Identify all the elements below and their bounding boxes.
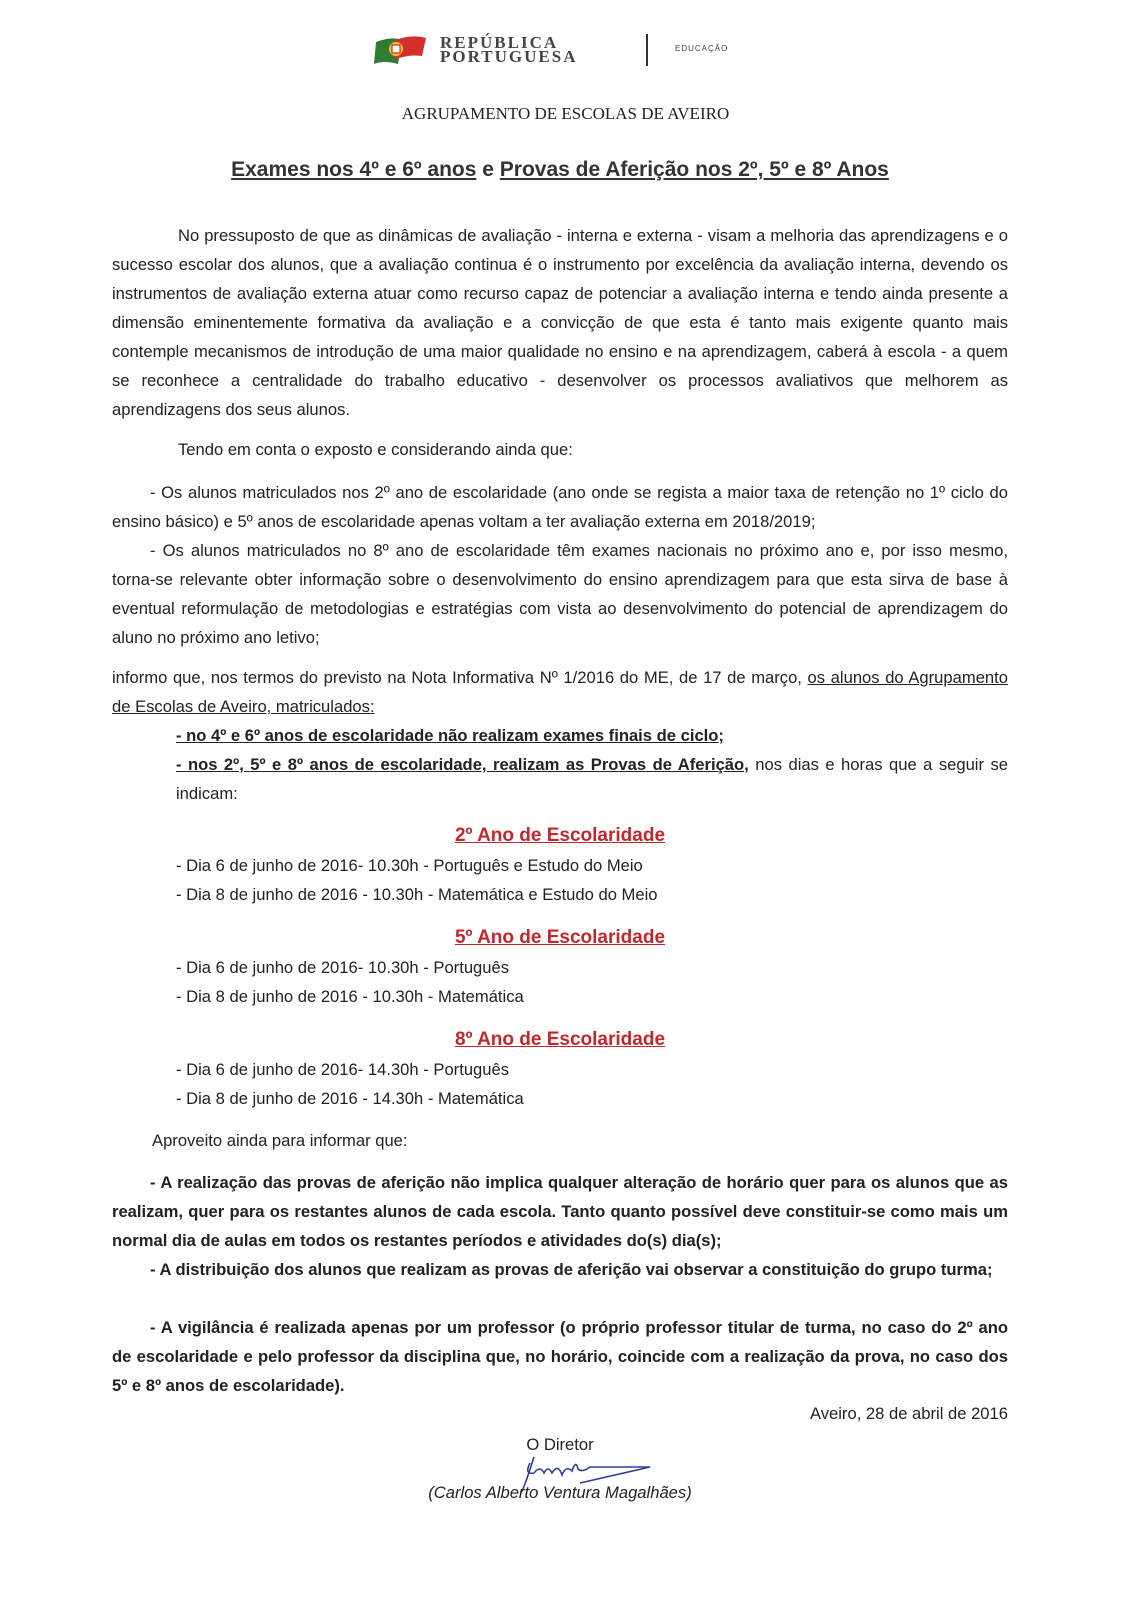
paragraph-point-2: - Os alunos matriculados no 8º ano de escolaridade têm exames nacionais no próximo ano e, por isso mesmo, torna-se relevante obter informação sobre o desenvolvimento do ensino aprendizagem para que esta sirva de base à eventual reformulação de metodologias e estratégias com vista ao desenvolvimento do potencial de aprendizagem do aluno no próximo ano letivo;: [112, 541, 1008, 647]
paragraph-intro: No pressuposto de que as dinâmicas de avaliação - interna e externa - visam a melhoria das aprendizagens e o sucesso escolar dos alunos, que a avaliação continua é o instrumento por excelência da avaliação interna, devendo os instrumentos de avaliação externa atuar como recurso capaz de potenciar a avaliação interna e tendo ainda presente a dimensão eminentemente formativa da avaliação e a convicção de que esta é tanto mais exigente quanto mais contemple mecanismos de introdução de uma maior qualidade no ensino e na aprendizagem, caberá à escola - a quem se reconhece a centralidade do trabalho educativo - desenvolver os processos avaliativos que melhorem as aprendizagens dos seus alunos.: [112, 226, 1008, 419]
schedule-item: - Dia 6 de junho de 2016- 10.30h - Português: [176, 958, 510, 977]
inform-underlined: os alunos do Agrupamento de Escolas de Aveiro, matriculados:: [112, 668, 1008, 716]
schedule-item: - Dia 6 de junho de 2016- 10.30h - Português e Estudo do Meio: [176, 856, 643, 875]
title-part-2: Provas de Aferição nos 2º, 5º e 8º Anos: [499, 158, 889, 181]
heading-text: 5º Ano de Escolaridade: [454, 927, 666, 948]
header-divider: [646, 34, 648, 66]
schedule-8ano: [176, 1055, 524, 1113]
schedule-item: - Dia 8 de junho de 2016 - 10.30h - Matemática: [176, 987, 524, 1006]
section-heading-8ano: [112, 1025, 1008, 1054]
section-heading-2ano: [112, 821, 1008, 850]
schedule-item: - Dia 8 de junho de 2016 - 14.30h - Matemática: [176, 1089, 524, 1108]
schedule-2ano: [176, 851, 658, 909]
document-title: [0, 158, 1120, 182]
heading-text: 2º Ano de Escolaridade: [454, 825, 666, 846]
logo-text-1: REPÚBLICA: [440, 33, 559, 52]
signoff-role: O Diretor: [526, 1435, 594, 1454]
paragraph-considering: Tendo em conta o exposto e considerando ainda que:: [178, 440, 573, 459]
paragraph-further: Aproveito ainda para informar que:: [152, 1131, 408, 1150]
title-part-1: Exames nos 4º e 6º anos: [231, 158, 477, 181]
note-2: - A distribuição dos alunos que realizam as provas de aferição vai observar a constituição do grupo turma;: [150, 1260, 993, 1279]
paragraph-inform: [112, 663, 1008, 721]
republica-portuguesa-logo: [440, 33, 578, 66]
bullet-2-text: nos dias e horas que a seguir se indicam:: [176, 755, 1009, 803]
schedule-item: - Dia 6 de junho de 2016- 14.30h - Português: [176, 1060, 510, 1079]
bullet-1-text: - no 4º e 6º anos de escolaridade não realizam exames finais de ciclo;: [176, 726, 724, 745]
section-heading-5ano: [112, 923, 1008, 952]
schedule-item: - Dia 8 de junho de 2016 - 10.30h - Matemática e Estudo do Meio: [176, 885, 658, 904]
heading-text: 8º Ano de Escolaridade: [454, 1029, 666, 1050]
paragraph-point-1: - Os alunos matriculados nos 2º ano de escolaridade (ano onde se regista a maior taxa de retenção no 1º ciclo do ensino básico) e 5º anos de escolaridade apenas voltam a ter avaliação externa em 2018/2019;: [112, 483, 1008, 531]
inform-text: informo que, nos termos do previsto na Nota Informativa Nº 1/2016 do ME, de 17 de março,: [112, 668, 808, 687]
note-3: - A vigilância é realizada apenas por um professor (o próprio professor titular de turma, no caso do 2º ano de escolaridade e pelo professor da disciplina que, no horário, coincide com a realização da prova, no caso dos 5º e 8º anos de escolaridade).: [112, 1318, 1008, 1395]
schedule-5ano: [176, 953, 524, 1011]
logo-text-2: PORTUGUESA: [440, 47, 578, 66]
bullet-2-bold: - nos 2º, 5º e 8º anos de escolaridade, realizam as Provas de Aferição,: [176, 755, 749, 774]
organization-name: AGRUPAMENTO DE ESCOLAS DE AVEIRO: [401, 104, 730, 123]
date-line: Aveiro, 28 de abril de 2016: [809, 1404, 1008, 1423]
republic-emblem-icon: [372, 34, 428, 66]
signoff-name: (Carlos Alberto Ventura Magalhães): [428, 1483, 692, 1502]
note-1: - A realização das provas de aferição não implica qualquer alteração de horário quer para os alunos que as realizam, quer para os restantes alunos de cada escola. Tanto quanto possível deve constituir-se como mais um normal dia de aulas em todos os restantes períodos e atividades do(s) dia(s);: [112, 1173, 1008, 1250]
bullet-1: [176, 721, 1008, 750]
bullet-2: [176, 750, 1008, 808]
title-mid: e: [476, 158, 500, 181]
ministry-label: EDUCAÇÃO: [675, 44, 729, 53]
